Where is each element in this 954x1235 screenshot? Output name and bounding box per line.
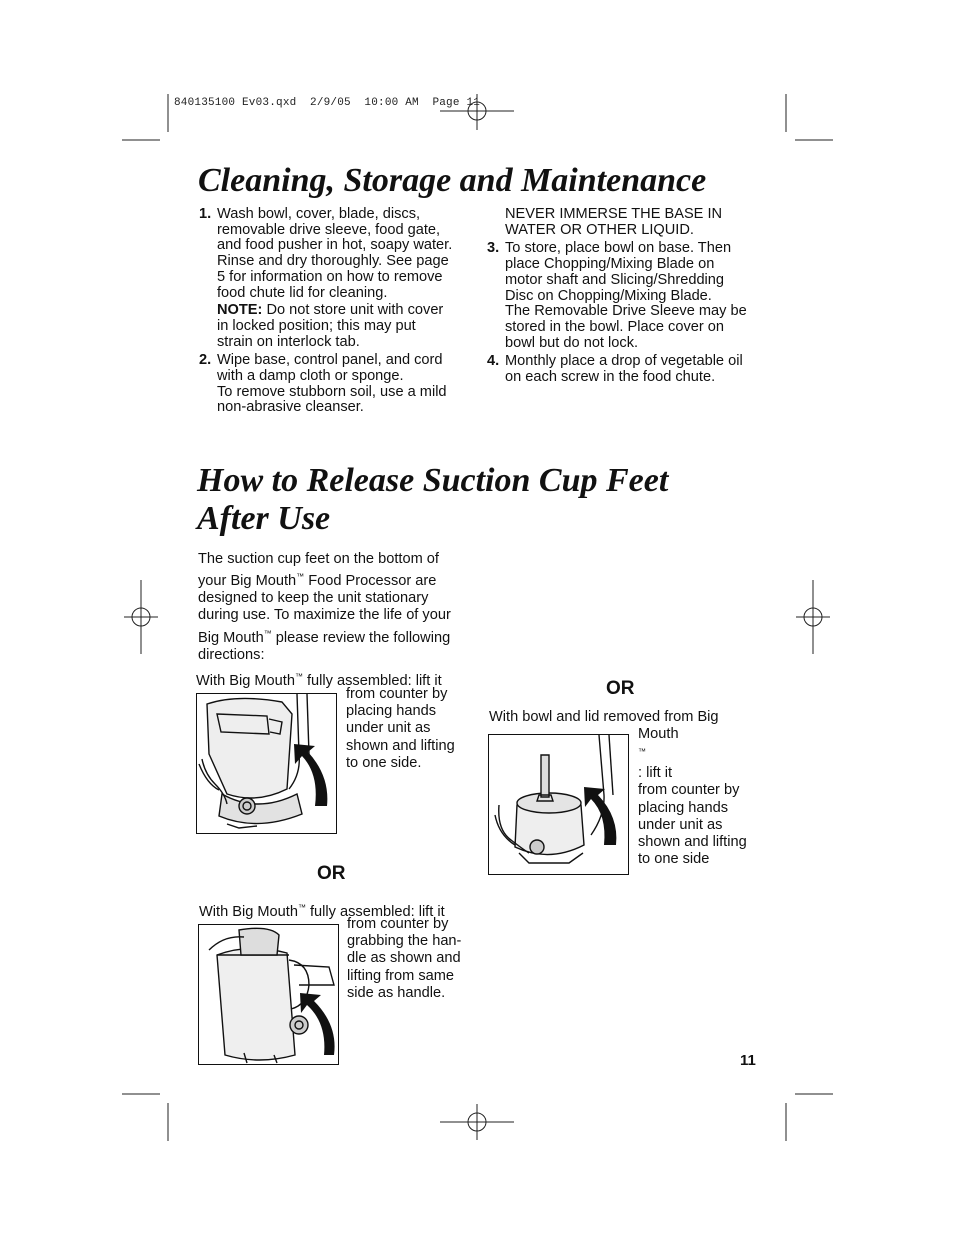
figure3-caption: from counter by grabbing the han- dle as shown and lifting from same side as handle.	[347, 916, 462, 1001]
list-item	[199, 353, 479, 416]
or-label-right: OR	[606, 678, 635, 699]
item-text: Monthly place a drop of vegetable oil on each screw in the food chute.	[505, 353, 743, 386]
figure2-illustration	[488, 734, 629, 875]
figure2-caption: Mouth ™ : lift it from counter by placing hands under unit as shown and lifting to one side	[638, 726, 747, 868]
note-label: NOTE:	[217, 302, 263, 319]
section-title-suction: How to Release Suction Cup Feet After Use	[197, 462, 669, 537]
figure3-illustration	[198, 924, 339, 1065]
file-slug: 840135100 Ev03.qxd 2/9/05 10:00 AM Page 11	[174, 97, 481, 109]
or-label-left: OR	[317, 863, 346, 884]
list-item	[487, 241, 777, 351]
intro-paragraph: The suction cup feet on the bottom of your Big Mouth™ Food Processor are designed to keep the unit stationary during use. To maximize the life of your Big Mouth™ please review the following directions:	[198, 551, 451, 663]
list-item	[199, 207, 479, 350]
base-lift-image	[489, 735, 628, 874]
page-number: 11	[740, 1052, 756, 1069]
food-processor-lift-image	[197, 694, 336, 833]
list-item-continued: NEVER IMMERSE THE BASE IN WATER OR OTHER LIQUID.	[505, 206, 723, 238]
figure1-caption-first-line: With Big Mouth™ fully assembled: lift it	[196, 672, 442, 689]
section-title-cleaning: Cleaning, Storage and Maintenance	[198, 162, 707, 199]
item-text: To store, place bowl on base. Then place Chopping/Mixing Blade on motor shaft and Slicing/Shredding Disc on Chopping/Mixing Blade. The Removable Drive Sleeve may be stored in the bowl. Place cover on bowl but do not lock.	[505, 240, 747, 351]
item-number: 3.	[487, 240, 500, 257]
figure3-caption-first-line: With Big Mouth™ fully assembled: lift it	[199, 903, 445, 920]
item-text: Wash bowl, cover, blade, discs, removable drive sleeve, food gate, and food pusher in hot, soapy water. Rinse and dry thoroughly. See page 5 for information on how to remove food chute lid for cleaning.	[217, 206, 453, 301]
handle-lift-image	[199, 925, 338, 1064]
list-item	[487, 354, 777, 385]
note-text: NOTE: Do not store unit with cover in locked position; this may put strain on interlock tab.	[217, 302, 444, 350]
left-column	[199, 207, 479, 416]
figure2-caption-first-line: With bowl and lid removed from Big	[489, 709, 719, 725]
figure1-illustration	[196, 693, 337, 834]
item-number: 2.	[199, 352, 212, 369]
right-column	[487, 207, 777, 386]
item-number: 4.	[487, 353, 500, 370]
item-number: 1.	[199, 206, 212, 222]
figure1-caption: from counter by placing hands under unit as shown and lifting to one side.	[346, 686, 455, 771]
item-text: Wipe base, control panel, and cord with a damp cloth or sponge. To remove stubborn soil, use a mild non-abrasive cleanser.	[217, 352, 447, 416]
